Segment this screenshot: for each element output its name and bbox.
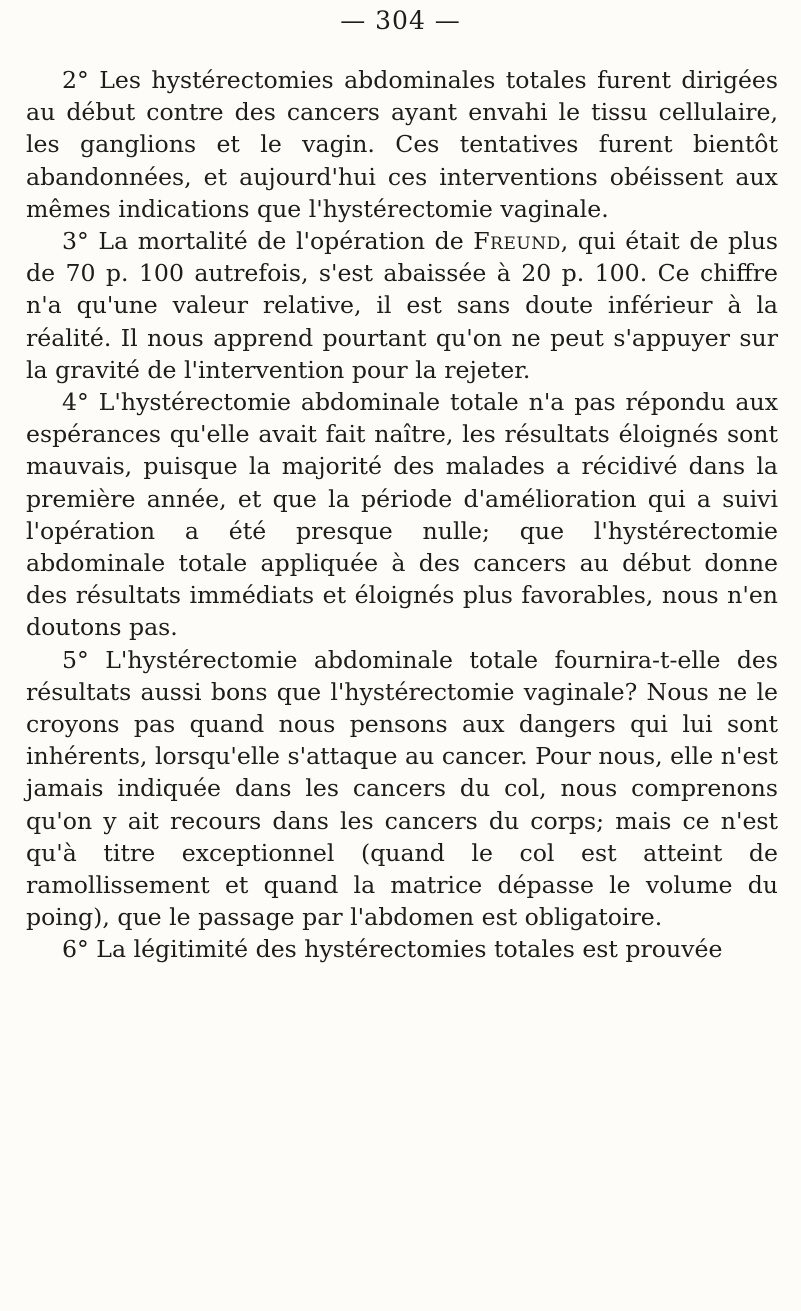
- paragraph-3-rest: , qui était de plus de 70 p. 100 autrefois, s'est abaissée à 20 p. 100. Ce chiffre n'a qu'une valeur relative, il est sans doute inférieur à la réalité. Il nous apprend pourtant qu'on ne peut s'appuyer sur la gravité de l'intervention pour la rejeter.: [26, 227, 778, 384]
- page-number: — 304 —: [340, 6, 461, 35]
- paragraph-3-start: 3° La mortalité de l'opération de: [62, 227, 474, 256]
- paragraph-4: 4° L'hystérectomie abdominale totale n'a pas répondu aux espérances qu'elle avait fait naître, les résultats éloignés sont mauvais, puisque la majorité des malades a récidivé dans la première année, et que la période d'amélioration qui a suivi l'opération a été presque nulle; que l'hystérectomie abdominale totale appliquée à des cancers au début donne des résultats immédiats et éloignés plus favorables, nous n'en doutons pas.: [26, 388, 778, 642]
- author-name-freund: Freund: [473, 227, 561, 256]
- paragraph-6: 6° La légitimité des hystérectomies totales est prouvée: [62, 935, 723, 964]
- paragraph-2: 2° Les hystérectomies abdominales totales furent dirigées au début contre des cancers ayant envahi le tissu cellulaire, les ganglions et le vagin. Ces tentatives furent bientôt abandonnées, et aujourd'hui ces interventions obéissent aux mêmes indications que l'hystérectomie vaginale.: [26, 66, 778, 223]
- paragraph-5: 5° L'hystérectomie abdominale totale fournira-t-elle des résultats aussi bons que l'hystérectomie vaginale? Nous ne le croyons pas quand nous pensons aux dangers qui lui sont inhérents, lorsqu'elle s'attaque au cancer. Pour nous, elle n'est jamais indiquée dans les cancers du col, nous comprenons qu'on y ait recours dans les cancers du corps; mais ce n'est qu'à titre exceptionnel (quand le col est atteint de ramollissement et quand la matrice dépasse le volume du poing), que le passage par l'abdomen est obligatoire.: [26, 645, 778, 932]
- body-text: [26, 64, 778, 966]
- paragraph-3: [26, 225, 778, 386]
